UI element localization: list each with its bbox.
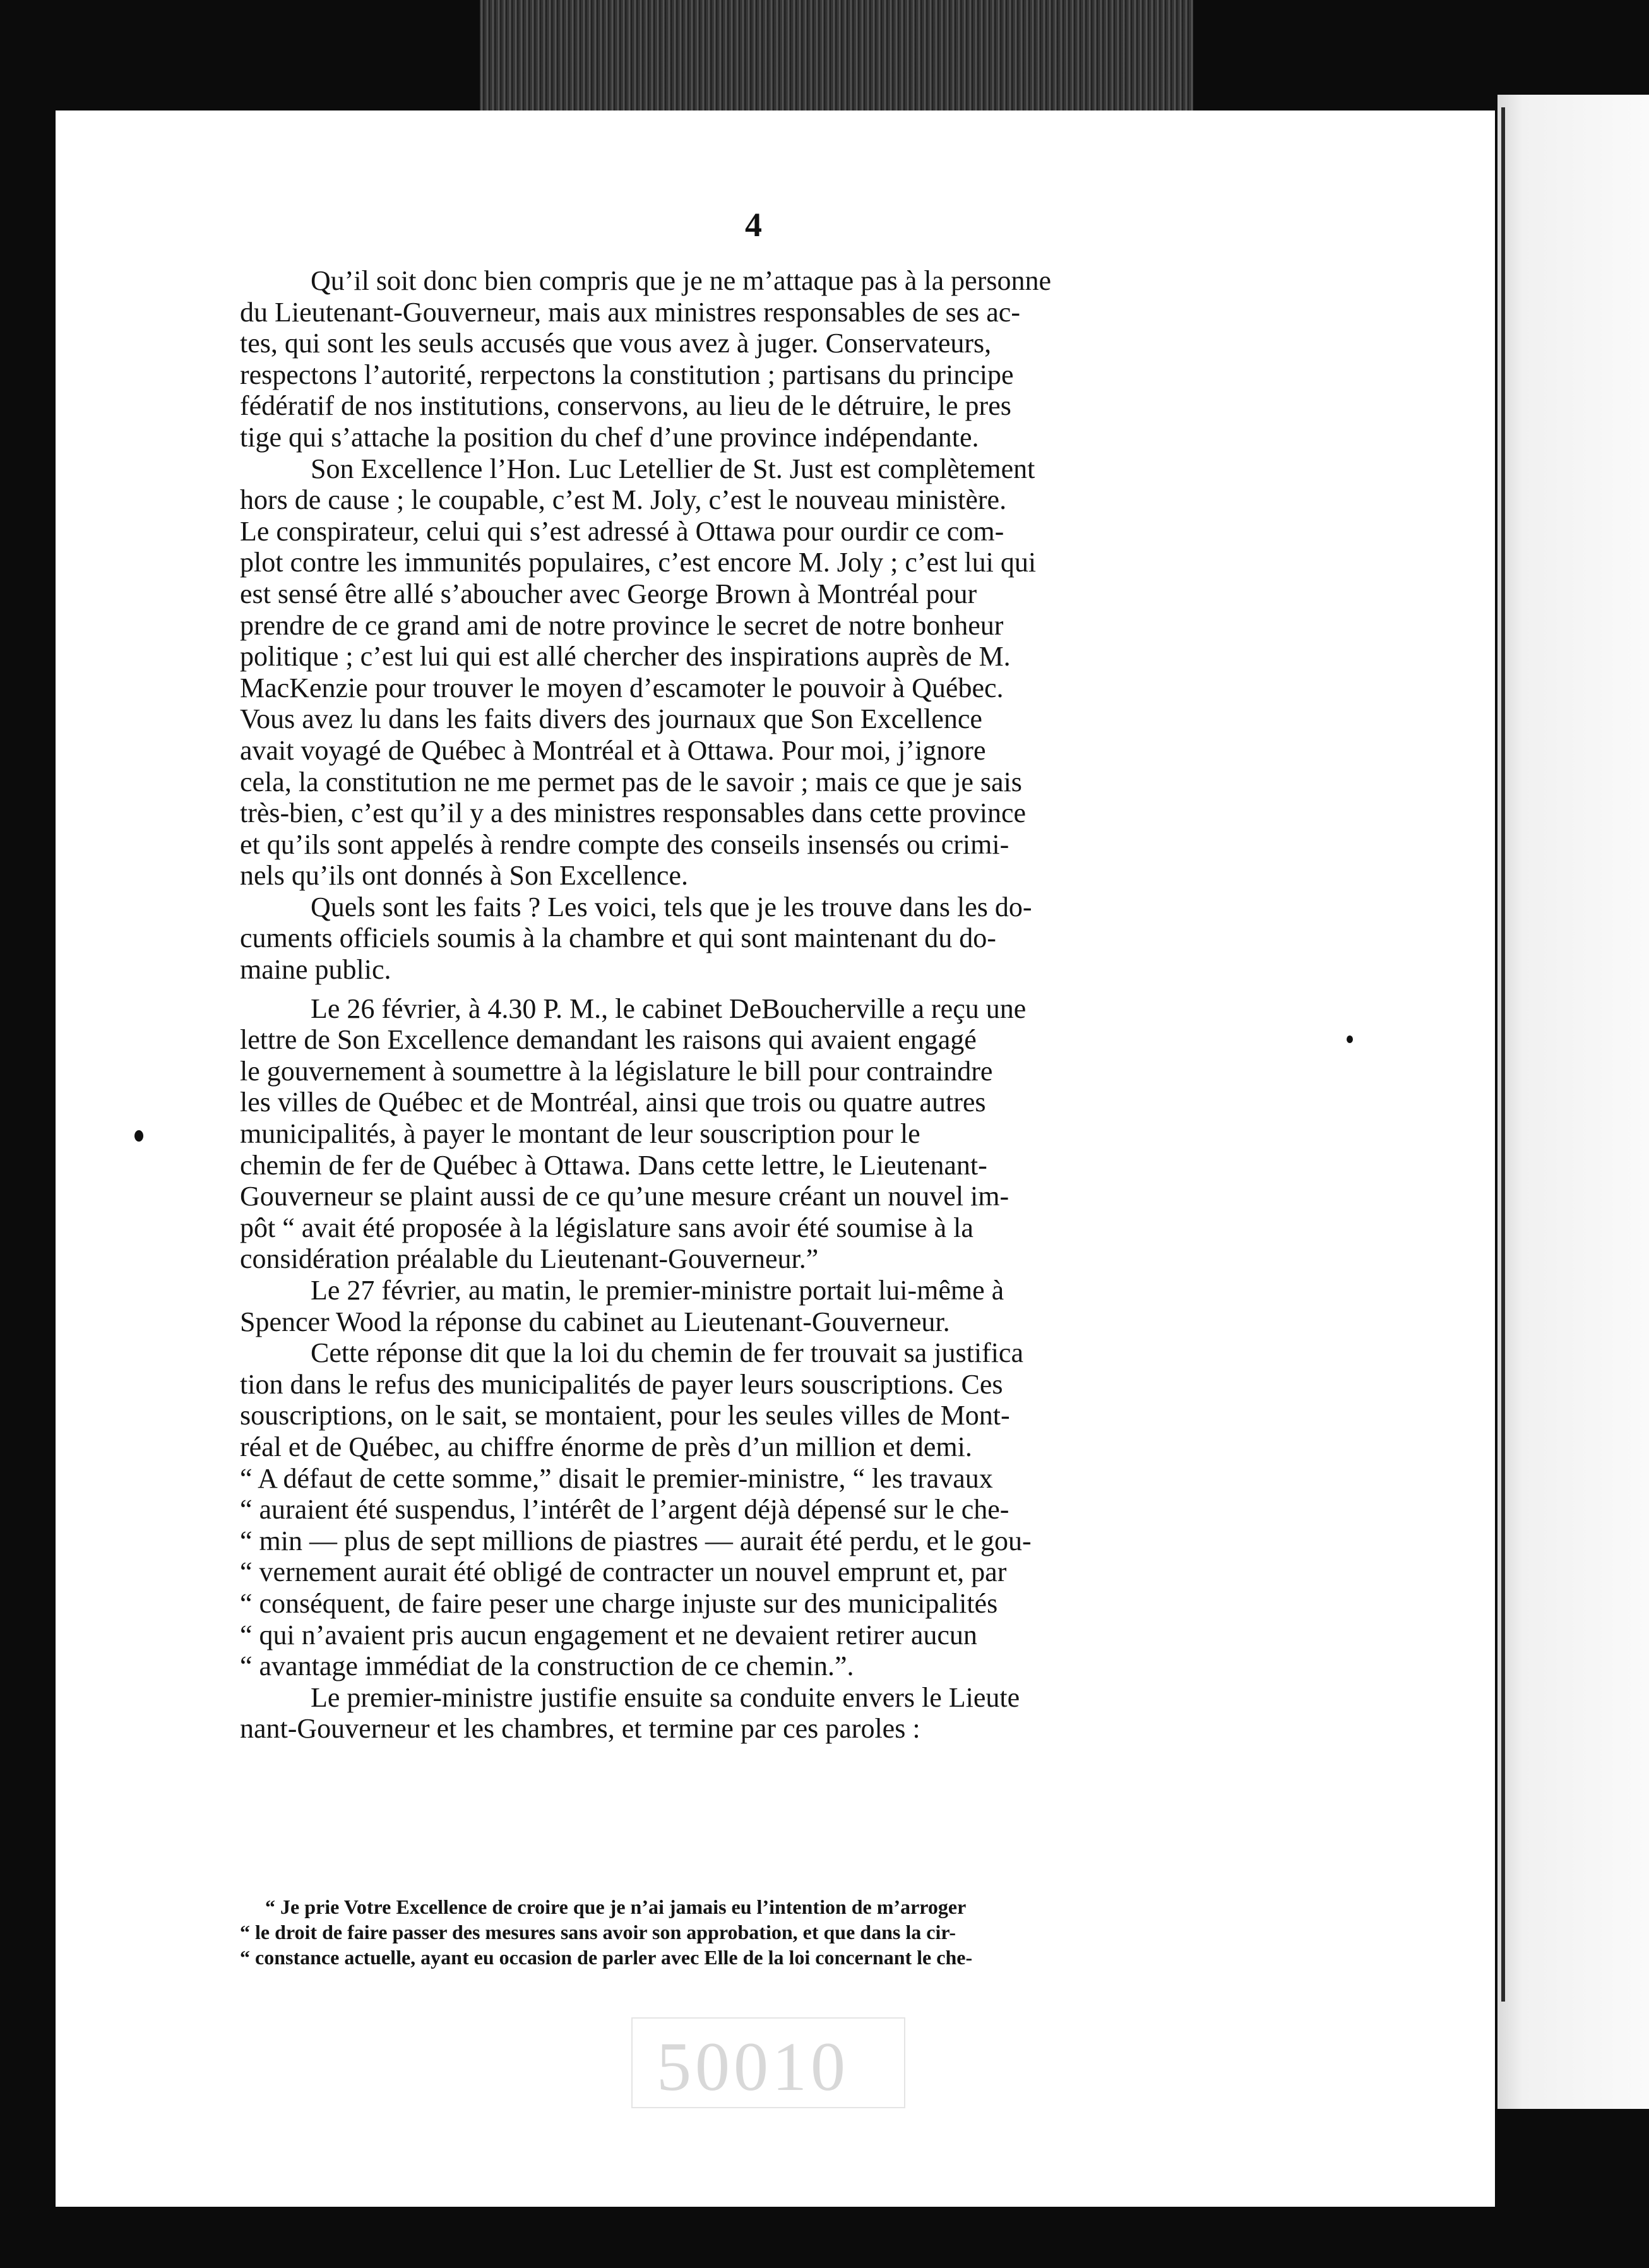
text-line: Qu’il soit donc bien compris que je ne m’attaque pas à la personne bbox=[311, 265, 1051, 296]
text-line: est sensé être allé s’aboucher avec George Brown à Montréal pour bbox=[240, 578, 977, 609]
ink-speck bbox=[134, 1130, 143, 1142]
text-line: cela, la constitution ne me permet pas de le savoir ; mais ce que je sais bbox=[240, 766, 1022, 797]
text-line: maine public. bbox=[240, 954, 391, 986]
text-line: Son Excellence l’Hon. Luc Letellier de St. Just est complètement bbox=[311, 453, 1035, 484]
paragraph bbox=[240, 993, 1326, 1275]
text-line: cuments officiels soumis à la chambre et qui sont maintenant du do- bbox=[240, 922, 996, 954]
text-line: “ conséquent, de faire peser une charge injuste sur des municipalités bbox=[240, 1587, 998, 1619]
ink-speck bbox=[1347, 1036, 1353, 1043]
text-line: “ min — plus de sept millions de piastres — aurait été perdu, et le gou- bbox=[240, 1525, 1032, 1556]
adjacent-page-edge bbox=[1497, 95, 1649, 2109]
text-line: nels qu’ils ont donnés à Son Excellence. bbox=[240, 860, 688, 892]
scan-binding-strip bbox=[480, 0, 1193, 110]
text-line: tige qui s’attache la position du chef d’une province indépendante. bbox=[240, 421, 979, 453]
text-line: “ qui n’avaient pris aucun engagement et ne devaient retirer aucun bbox=[240, 1619, 977, 1650]
library-stamp: 50010 bbox=[657, 2028, 849, 2105]
text-line: MacKenzie pour trouver le moyen d’escamoter le pouvoir à Québec. bbox=[240, 672, 1004, 703]
text-line: Le 26 février, à 4.30 P. M., le cabinet DeBoucherville a reçu une bbox=[311, 993, 1027, 1024]
paragraph bbox=[240, 1337, 1326, 1682]
text-line: lettre de Son Excellence demandant les raisons qui avaient engagé bbox=[240, 1024, 977, 1056]
paragraph bbox=[240, 1682, 1326, 1745]
text-line: hors de cause ; le coupable, c’est M. Joly, c’est le nouveau ministère. bbox=[240, 484, 1007, 516]
text-line: prendre de ce grand ami de notre province le secret de notre bonheur bbox=[240, 609, 1004, 641]
text-line: “ A défaut de cette somme,” disait le premier-ministre, “ les travaux bbox=[240, 1462, 993, 1494]
quote-line: “ constance actuelle, ayant eu occasion de parler avec Elle de la loi concernant le che- bbox=[240, 1946, 973, 1969]
text-line: tes, qui sont les seuls accusés que vous avez à juger. Conservateurs, bbox=[240, 328, 992, 359]
text-line: Gouverneur se plaint aussi de ce qu’une mesure créant un nouvel im- bbox=[240, 1181, 1009, 1212]
text-line: et qu’ils sont appelés à rendre compte des conseils insensés ou crimi- bbox=[240, 828, 1009, 860]
text-line: municipalités, à payer le montant de leur souscription pour le bbox=[240, 1118, 920, 1150]
text-line: Le 27 février, au matin, le premier-ministre portait lui-même à bbox=[311, 1275, 1004, 1306]
text-line: Quels sont les faits ? Les voici, tels que je les trouve dans les do- bbox=[311, 891, 1032, 922]
text-line: respectons l’autorité, rerpectons la constitution ; partisans du principe bbox=[240, 359, 1014, 390]
text-line: le gouvernement à soumettre à la législature le bill pour contraindre bbox=[240, 1055, 993, 1087]
body-text bbox=[240, 265, 1326, 1745]
quote-line: “ Je prie Votre Excellence de croire que je n’ai jamais eu l’intention de m’arroger bbox=[265, 1895, 967, 1918]
text-line: “ vernement aurait été obligé de contracter un nouvel emprunt et, par bbox=[240, 1556, 1007, 1588]
paragraph bbox=[240, 453, 1326, 892]
text-line: Le conspirateur, celui qui s’est adressé à Ottawa pour ourdir ce com- bbox=[240, 515, 1004, 547]
page-number: 4 bbox=[745, 206, 762, 244]
quote-line: “ le droit de faire passer des mesures sans avoir son approbation, et que dans la cir- bbox=[240, 1921, 956, 1943]
paragraph bbox=[240, 265, 1326, 453]
text-line: du Lieutenant-Gouverneur, mais aux ministres responsables de ses ac- bbox=[240, 296, 1020, 328]
paragraph bbox=[240, 1275, 1326, 1337]
text-line: plot contre les immunités populaires, c’est encore M. Joly ; c’est lui qui bbox=[240, 547, 1037, 578]
text-line: Le premier-ministre justifie ensuite sa conduite envers le Lieute bbox=[311, 1681, 1020, 1713]
text-line: très-bien, c’est qu’il y a des ministres responsables dans cette province bbox=[240, 797, 1027, 829]
quoted-letter bbox=[240, 1894, 1326, 1970]
text-line: réal et de Québec, au chiffre énorme de près d’un million et demi. bbox=[240, 1431, 972, 1462]
text-line: fédératif de nos institutions, conservons, au lieu de le détruire, le pres bbox=[240, 390, 1011, 422]
text-line: considération préalable du Lieutenant-Gouverneur.” bbox=[240, 1243, 819, 1275]
text-line: “ avantage immédiat de la construction de ce chemin.”. bbox=[240, 1650, 854, 1682]
text-line: les villes de Québec et de Montréal, ainsi que trois ou quatre autres bbox=[240, 1087, 986, 1118]
text-line: avait voyagé de Québec à Montréal et à Ottawa. Pour moi, j’ignore bbox=[240, 734, 986, 766]
paragraph bbox=[240, 892, 1326, 986]
text-line: Vous avez lu dans les faits divers des journaux que Son Excellence bbox=[240, 703, 982, 735]
text-line: politique ; c’est lui qui est allé chercher des inspirations auprès de M. bbox=[240, 641, 1011, 672]
text-line: nant-Gouverneur et les chambres, et termine par ces paroles : bbox=[240, 1713, 920, 1745]
page-edge-shadow bbox=[1501, 107, 1505, 2002]
text-line: Cette réponse dit que la loi du chemin de fer trouvait sa justifica bbox=[311, 1337, 1023, 1369]
text-line: “ auraient été suspendus, l’intérêt de l’argent déjà dépensé sur le che- bbox=[240, 1494, 1009, 1525]
text-line: Spencer Wood la réponse du cabinet au Lieutenant-Gouverneur. bbox=[240, 1306, 950, 1337]
text-line: chemin de fer de Québec à Ottawa. Dans cette lettre, le Lieutenant- bbox=[240, 1149, 987, 1181]
text-line: pôt “ avait été proposée à la législature sans avoir été soumise à la bbox=[240, 1212, 973, 1243]
text-line: souscriptions, on le sait, se montaient, pour les seules villes de Mont- bbox=[240, 1400, 1010, 1431]
text-line: tion dans le refus des municipalités de payer leurs souscriptions. Ces bbox=[240, 1368, 1003, 1400]
